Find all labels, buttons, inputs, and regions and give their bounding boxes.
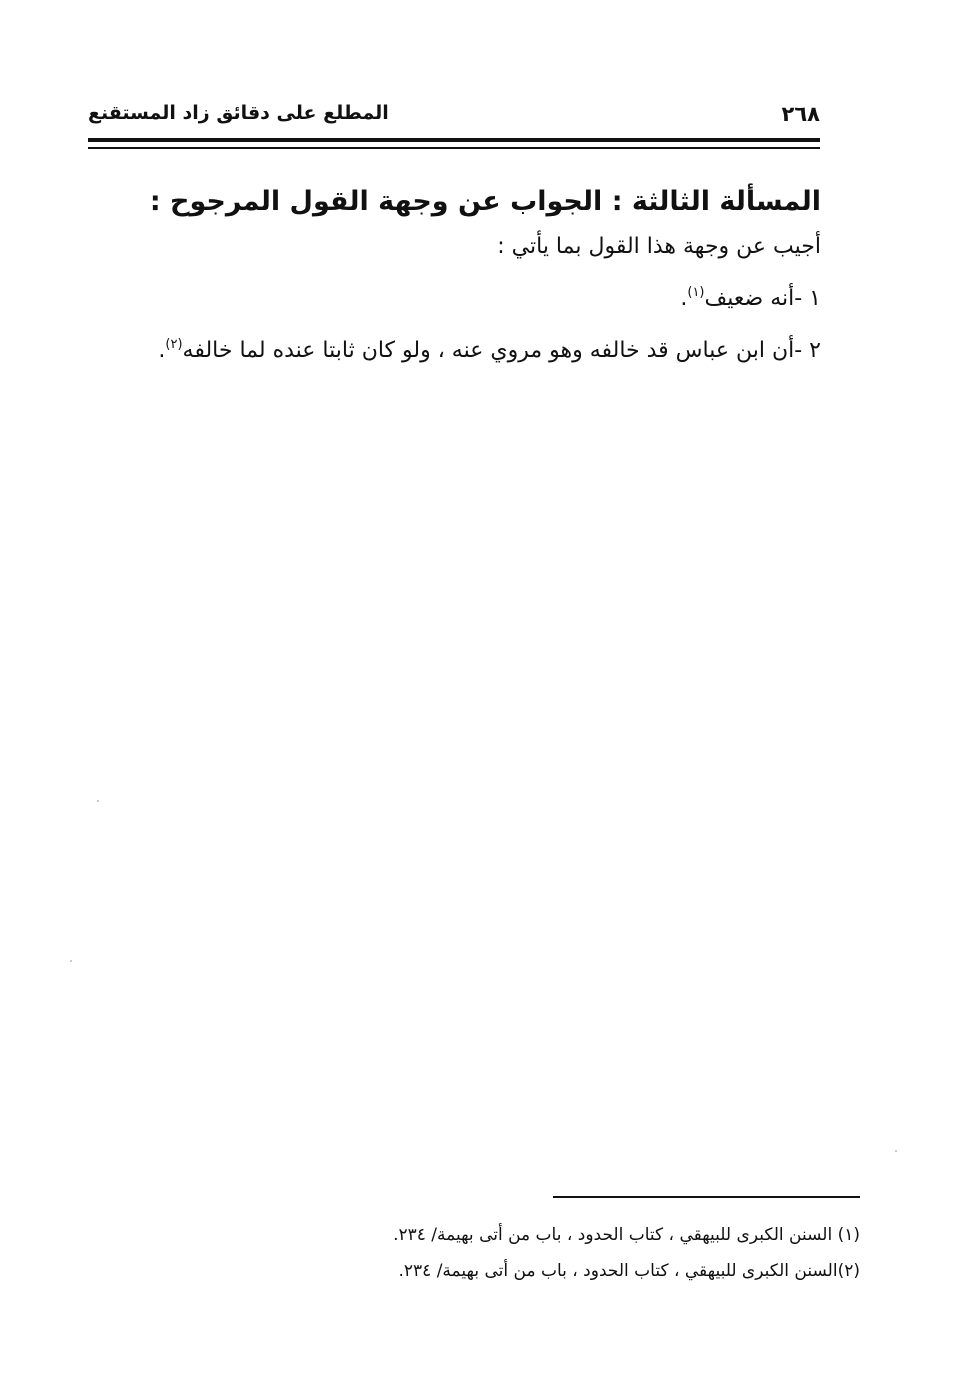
footnote-marker: (٢): [837, 1261, 860, 1281]
footnote-text: السنن الكبرى للبيهقي ، كتاب الحدود ، باب من أتى بهيمة/ ٢٣٤.: [398, 1261, 838, 1281]
scan-speck: [895, 1150, 897, 1152]
point-number: ١ -: [794, 286, 821, 311]
point-text: أن ابن عباس قد خالفه وهو مروي عنه ، ولو كان ثابتا عنده لما خالفه: [182, 338, 795, 363]
point-number: ٢ -: [794, 338, 821, 363]
footnote-marker: (١): [837, 1225, 860, 1245]
scan-speck: [70, 960, 72, 962]
header-rule-thin: [88, 147, 820, 149]
footnote-reference[interactable]: (١): [687, 285, 705, 300]
page-number: ٢٦٨: [781, 102, 820, 126]
point-end: .: [158, 338, 166, 363]
main-text: [81, 180, 821, 388]
book-title: المطلع على دقائق زاد المستقنع: [88, 102, 389, 124]
scan-speck: [97, 800, 99, 802]
footnote-2: [260, 1258, 860, 1284]
header-rule-thick: [88, 138, 820, 142]
point-2: [81, 336, 821, 366]
footnote-separator: [553, 1196, 860, 1198]
footnote-reference[interactable]: (٢): [165, 337, 183, 352]
footnote-text: السنن الكبرى للبيهقي ، كتاب الحدود ، باب من أتى بهيمة/ ٢٣٤.: [393, 1225, 833, 1245]
section-heading: المسألة الثالثة : الجواب عن وجهة القول المرجوح :: [149, 186, 821, 217]
point-end: .: [680, 286, 688, 311]
point-1: [81, 284, 821, 314]
running-header: [88, 100, 820, 134]
footnotes: [260, 1222, 860, 1294]
point-text: أنه ضعيف: [704, 286, 795, 311]
footnote-1: [260, 1222, 860, 1248]
intro-paragraph: أجيب عن وجهة هذا القول بما يأتي :: [497, 234, 821, 259]
